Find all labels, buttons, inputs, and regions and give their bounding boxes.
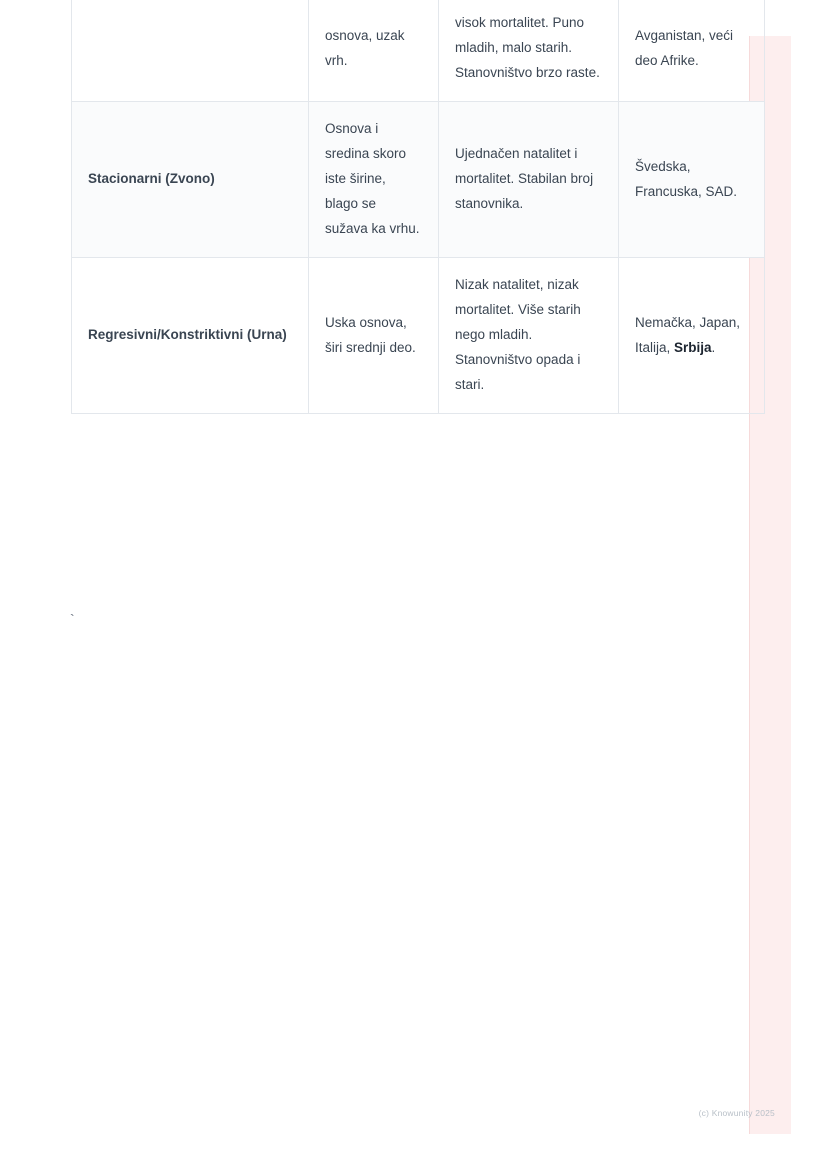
stray-backtick: ` <box>70 611 75 627</box>
footer-credit: (c) Knowunity 2025 <box>698 1108 775 1118</box>
table-row <box>72 258 765 414</box>
population-pyramid-table <box>71 0 765 414</box>
row-examples-cell <box>619 258 765 414</box>
row-shape-text: osnova, uzak vrh. <box>325 27 405 68</box>
row-type-cell: Stacionarni (Zvono) <box>72 102 309 258</box>
row-type-cell <box>72 0 309 102</box>
row-type-cell: Regresivni/Konstriktivni (Urna) <box>72 258 309 414</box>
row-examples-cell: Švedska, Francuska, SAD. <box>619 102 765 258</box>
table-row <box>72 102 765 258</box>
table-row <box>72 0 765 102</box>
row-shape-cell <box>309 0 439 102</box>
row-examples-highlight: Srbija <box>674 339 712 355</box>
row-characteristics-cell: Nizak natalitet, nizak mortalitet. Više starih nego mladih. Stanovništvo opada i stari. <box>439 258 619 414</box>
row-characteristics-text: visok mortalitet. Puno mladih, malo starih. Stanovništvo brzo raste. <box>455 15 600 80</box>
row-shape-cell: Osnova i sredina skoro iste širine, blago se sužava ka vrhu. <box>309 102 439 258</box>
row-characteristics-cell <box>439 0 619 102</box>
row-examples-text: Avganistan, veći deo Afrike. <box>635 27 734 68</box>
row-shape-cell: Uska osnova, širi srednji deo. <box>309 258 439 414</box>
row-examples-suffix: . <box>711 339 716 355</box>
row-examples-cell <box>619 0 765 102</box>
row-examples-text: Nemačka, Japan, Italija, <box>635 314 741 355</box>
row-characteristics-cell: Ujednačen natalitet i mortalitet. Stabilan broj stanovnika. <box>439 102 619 258</box>
